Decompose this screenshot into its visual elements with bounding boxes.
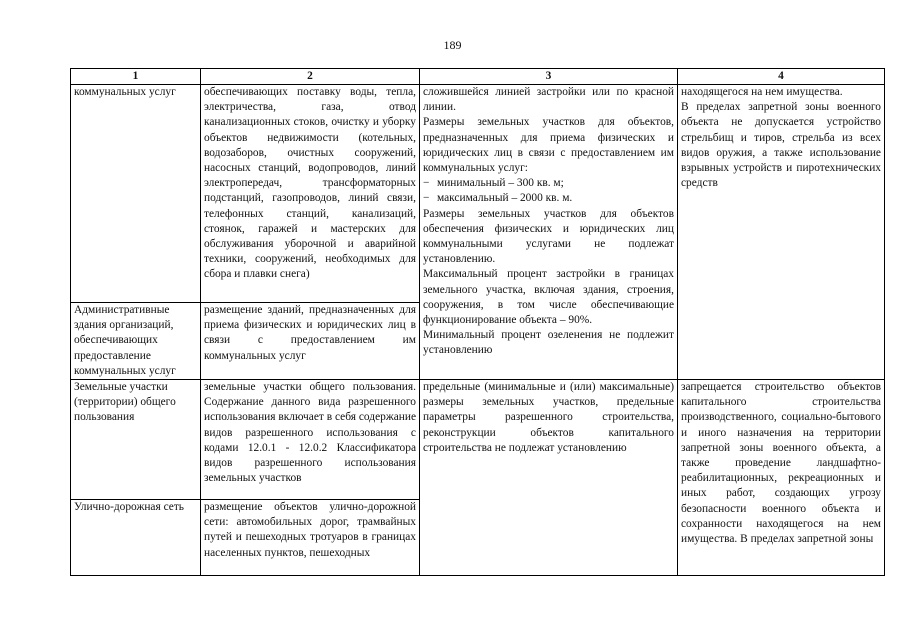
- cell-c4-top: [678, 85, 885, 380]
- header-col-1: 1: [71, 69, 201, 85]
- c3-paragraph: Размеры земельных участков для объектов, предназначенных для приема физических и юридических лиц в связи с предоставлением им коммунальных услуг:: [423, 116, 674, 175]
- size-list: [423, 176, 674, 206]
- cell-r1-c2: обеспечивающих поставку воды, тепла, электричества, газа, отвод канализационных стоков, очистку и уборку объектов недвижимости (котельных, водозаборов, очистных сооружений, насосных станций, водопроводов, линий электропередач, трансформаторных подстанций, газопроводов, линий связи, телефонных станций, канализаций, стоянок, гаражей и мастерских для обслуживания уборочной и аварийной техники, сооружений, необходимых для сбора и плавки снега): [201, 85, 420, 303]
- cell-c3-top: [420, 85, 678, 380]
- cell-r4-c2: размещение объектов улично-дорожной сети: автомобильных дорог, трамвайных путей и пешеходных тротуаров в границах населенных пунктов, пешеходных: [201, 500, 420, 576]
- cell-c3-bottom: предельные (минимальные и (или) максимальные) размеры земельных участков, предельные параметры разрешенного строительства, реконструкции объектов капитального строительства не подлежат установлению: [420, 380, 678, 576]
- list-item: − максимальный – 2000 кв. м.: [423, 191, 674, 206]
- c3-paragraph: Минимальный процент озеленения не подлежит установлению: [423, 329, 674, 357]
- header-col-3: 3: [420, 69, 678, 85]
- header-row: [71, 69, 885, 85]
- page-number: 189: [443, 38, 462, 52]
- cell-r3-c2: земельные участки общего пользования. Содержание данного вида разрешенного использования включает в себя содержание видов разрешенного использования с кодами 12.0.1 - 12.0.2 Классификатора видов разрешенного использования земельных участков: [201, 380, 420, 500]
- c4-paragraph: находящегося на нем имущества.: [681, 86, 843, 98]
- c3-paragraph: Размеры земельных участков для объектов обеспечения физических и юридических лиц коммунальными услугами не подлежат установлению.: [423, 207, 674, 266]
- c3-paragraph: сложившейся линией застройки или по красной линии.: [423, 86, 674, 114]
- cell-r1-c1: коммунальных услуг: [71, 85, 201, 303]
- c3-paragraph: Максимальный процент застройки в границах земельного участка, включая здания, строения, сооружения, в том числе обеспечивающие функционирование объекта – 90%.: [423, 268, 674, 327]
- cell-r2-c2: размещение зданий, предназначенных для приема физических и юридических лиц в связи с предоставлением им коммунальных услуг: [201, 303, 420, 380]
- header-col-4: 4: [678, 69, 885, 85]
- cell-r3-c1: Земельные участки (территории) общего пользования: [71, 380, 201, 500]
- table-row: [71, 380, 885, 500]
- cell-r2-c1: Административные здания организаций, обеспечивающих предоставление коммунальных услуг: [71, 303, 201, 380]
- list-item: − минимальный – 300 кв. м;: [423, 176, 674, 191]
- cell-c4-bottom: запрещается строительство объектов капитального строительства производственного, социально-бытового и иного назначения на территории запретной зоны военного объекта, а также проведение ландшафтно-реабилитационных, рекреационных и иных работ, создающих угрозу безопасности военного объекта и сохранности находящегося на нем имущества. В пределах запретной зоны: [678, 380, 885, 576]
- c4-paragraph: В пределах запретной зоны военного объекта не допускается устройство стрельбищ и тиров, стрельба из всех видов оружия, а также использование взрывных устройств и пиротехнических средств: [681, 101, 881, 190]
- header-col-2: 2: [201, 69, 420, 85]
- cell-r4-c1: Улично-дорожная сеть: [71, 500, 201, 576]
- table-row: [71, 85, 885, 303]
- regulations-table: [70, 68, 885, 576]
